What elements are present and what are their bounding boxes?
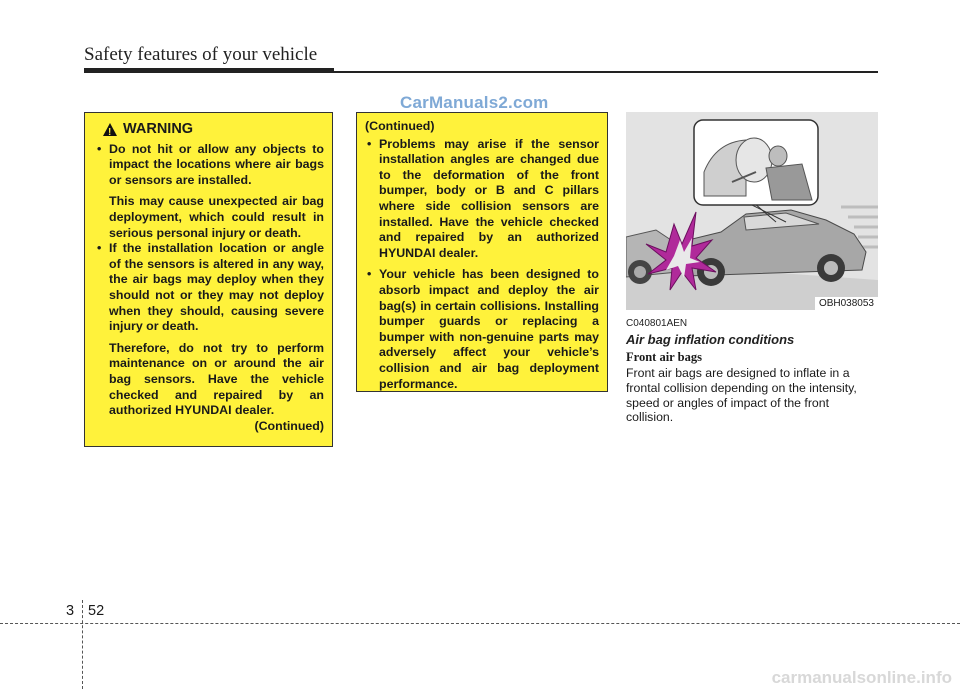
watermark-link[interactable]: CarManuals2.com bbox=[400, 93, 549, 112]
topic-heading: Front air bags bbox=[626, 350, 702, 364]
warning-bullet-2: • If the installation location or angle of the sensors is altered in any way, the air bags may deploy when they should not or they may not deploy when they should, causing severe injury or death. bbox=[95, 241, 324, 335]
continued-label: (Continued) bbox=[254, 418, 324, 433]
footer-vertical-rule bbox=[82, 600, 83, 689]
page-number: 52 bbox=[88, 603, 105, 619]
continued-label: (Continued) bbox=[365, 119, 435, 133]
continued-warning-box bbox=[356, 112, 608, 392]
airbag-collision-illustration bbox=[626, 112, 878, 310]
header-rule-thin bbox=[334, 71, 878, 73]
warning-box bbox=[84, 112, 333, 447]
header-rule-thick bbox=[84, 68, 334, 73]
warning-bullet-1-para: This may cause unexpected air bag deployment, which could result in serious personal injury or death. bbox=[109, 194, 324, 240]
figure-code: OBH038053 bbox=[815, 297, 878, 310]
footer-watermark-link[interactable]: carmanualsonline.info bbox=[771, 668, 952, 687]
warning-heading bbox=[103, 122, 324, 138]
continued-bullet-2: • Your vehicle has been designed to absorb impact and deploy the air bag(s) in certain collisions. Installing bumper guards or replacing a bumper with non-genuine parts may adversely affect your vehicle’s collision and air bag deployment performance. bbox=[365, 267, 599, 392]
section-subheading: Air bag inflation conditions bbox=[626, 332, 795, 347]
continued-bullet-1: • Problems may arise if the sensor installation angles are changed due to the deformation of the front bumper, body or B and C pillars where side collision sensors are installed. Have the vehicle checked and repaired by an authorized HYUNDAI dealer. bbox=[365, 137, 599, 262]
warning-title: WARNING bbox=[123, 121, 194, 137]
footer-dashed-rule bbox=[0, 623, 960, 624]
warning-bullet-1: • Do not hit or allow any objects to impact the locations where air bags or sensors are installed. bbox=[95, 142, 324, 189]
collision-drawing bbox=[626, 112, 878, 310]
warning-triangle-icon bbox=[103, 123, 117, 136]
chapter-number: 3 bbox=[66, 603, 75, 619]
body-paragraph: Front air bags are designed to inflate in a frontal collision depending on the intensity, speed or angles of impact of the front collision. bbox=[626, 366, 857, 425]
reference-code: C040801AEN bbox=[626, 318, 688, 329]
warning-bullet-2-para: Therefore, do not try to perform maintenance on or around the air bag sensors. Have the vehicle checked and repaired by an authorized HYUNDAI dealer. bbox=[109, 340, 324, 418]
section-title: Safety features of your vehicle bbox=[84, 44, 318, 65]
